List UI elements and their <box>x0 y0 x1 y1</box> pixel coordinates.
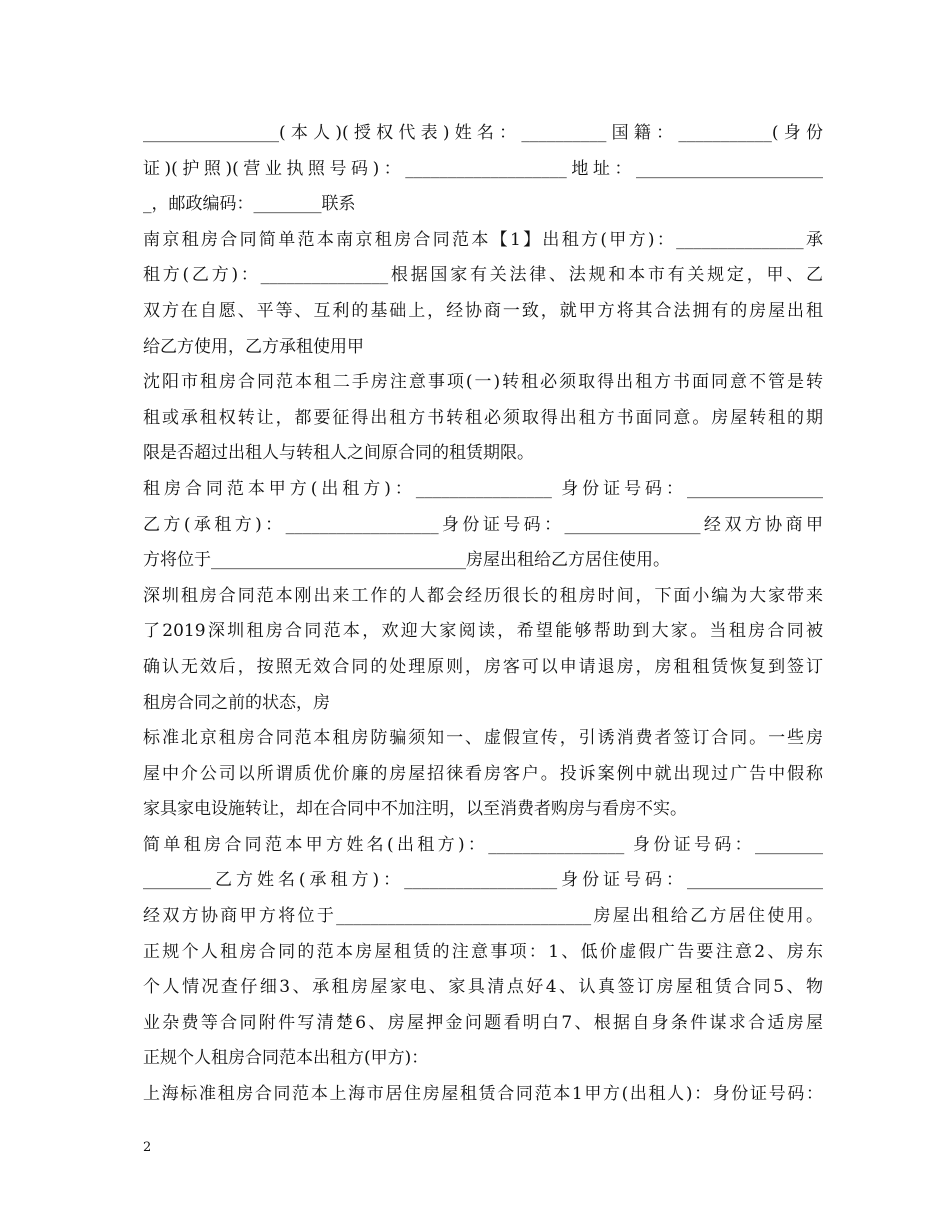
text-line: 南京租房合同简单范本南京租房合同范本【1】出租方(甲方)：_______________承 <box>143 229 823 250</box>
text-line: ________乙方姓名(承租方)：__________________身份证号码：________________ <box>143 870 823 891</box>
text-line: 简单租房合同范本甲方姓名(出租方)：________________ 身份证号码：________ <box>143 834 823 855</box>
text-line: 标准北京租房合同范本租房防骗须知一、虚假宣传，引诱消费者签订合同。一些房 <box>143 728 823 749</box>
text-line: 乙方(承租方)：__________________身份证号码：________________经双方协商甲 <box>143 514 823 535</box>
text-line: 租方(乙方)：_______________根据国家有关法律、法规和本市有关规定，甲、乙 <box>143 265 823 286</box>
text-line: 确认无效后，按照无效合同的处理原则，房客可以申请退房，房租租赁恢复到签订 <box>143 656 823 677</box>
text-line: 业杂费等合同附件写清楚6、房屋押金问题看明白7、根据自身条件谋求合适房屋 <box>143 1012 823 1033</box>
text-line: _，邮政编码：________联系 <box>143 194 356 215</box>
text-line: 给乙方使用，乙方承租使用甲 <box>143 336 364 357</box>
text-line: 沈阳市租房合同范本租二手房注意事项(一)转租必须取得出租方书面同意不管是转 <box>143 372 823 393</box>
text-line: 正规个人租房合同范本出租方(甲方)： <box>143 1048 429 1069</box>
text-line: 租房合同之前的状态，房 <box>143 692 330 713</box>
text-line: ________________(本人)(授权代表)姓名：__________国籍：___________(身份 <box>143 123 823 143</box>
text-line: 了2019深圳租房合同范本，欢迎大家阅读，希望能够帮助到大家。当租房合同被 <box>143 621 823 642</box>
text-line: 家具家电设施转让，却在合同中不加注明，以至消费者购房与看房不实。 <box>143 799 687 820</box>
text-line: 个人情况查仔细3、承租房屋家电、家具清点好4、认真签订房屋租赁合同5、物 <box>143 977 823 998</box>
text-line: 限是否超过出租人与转租人之间原合同的租赁期限。 <box>143 443 534 464</box>
text-line: 方将位于______________________________房屋出租给乙方居住使用。 <box>143 550 670 571</box>
text-line: 屋中介公司以所谓质优价廉的房屋招徕看房客户。投诉案例中就出现过广告中假称 <box>143 763 823 784</box>
body-text <box>143 116 823 1113</box>
text-line: 证)(护照)(营业执照号码)：___________________地址：______________________ <box>143 158 823 179</box>
page-number: 2 <box>143 1140 152 1155</box>
text-line: 上海标准租房合同范本上海市居住房屋租赁合同范本1甲方(出租人)：身份证号码： <box>143 1084 823 1105</box>
text-line: 深圳租房合同范本刚出来工作的人都会经历很长的租房时间，下面小编为大家带来 <box>143 585 823 606</box>
text-line: 租或承租权转让，都要征得出租方书转租必须取得出租方书面同意。房屋转租的期 <box>143 407 823 428</box>
text-line: 租房合同范本甲方(出租方)：________________ 身份证号码：________________ <box>143 478 823 499</box>
text-line: 双方在自愿、平等、互利的基础上，经协商一致，就甲方将其合法拥有的房屋出租 <box>143 300 823 321</box>
text-line: 经双方协商甲方将位于______________________________房屋出租给乙方居住使用。 <box>143 906 823 927</box>
text-line: 正规个人租房合同的范本房屋租赁的注意事项：1、低价虚假广告要注意2、房东 <box>143 941 823 962</box>
